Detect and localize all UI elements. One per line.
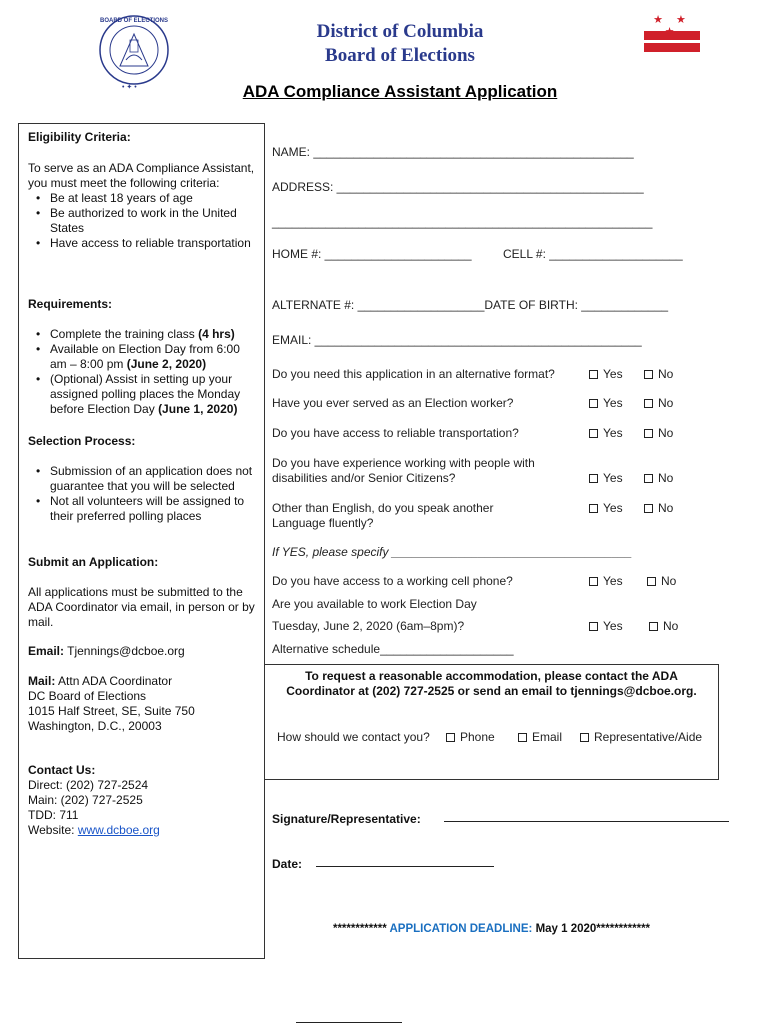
q6-yes[interactable]: Yes: [589, 574, 623, 588]
contact-email-option[interactable]: Email: [518, 730, 562, 744]
list-item: • (Optional) Assist in setting up your assigned polling places the Monday before Election Day (June 1, 2020): [28, 372, 256, 417]
question-election-day-a: Are you available to work Election Day: [272, 597, 477, 611]
website-link[interactable]: www.dcboe.org: [77, 823, 160, 837]
signature-label: Signature/Representative:: [272, 812, 421, 826]
alternate-dob-field[interactable]: ALTERNATE #: ___________________DATE OF BIRTH: _____________: [272, 298, 669, 312]
q5-yes[interactable]: Yes: [589, 501, 623, 515]
left-info-panel: [18, 123, 265, 959]
question-disabilities-experience: Do you have experience working with people with disabilities and/or Senior Citizens?: [272, 456, 535, 485]
submit-text: All applications must be submitted to the ADA Coordinator via email, in person or by mail.: [28, 585, 255, 629]
address-line-2-field[interactable]: _________________________________________________________: [272, 215, 653, 229]
cell-phone-field[interactable]: CELL #: ____________________: [503, 247, 683, 261]
checkbox-icon: [644, 474, 653, 483]
checkbox-icon: [647, 577, 656, 586]
list-item: • Be authorized to work in the United States: [28, 206, 256, 236]
selection-list: [28, 464, 256, 524]
checkbox-icon: [589, 370, 598, 379]
list-item: • Be at least 18 years of age: [28, 191, 256, 206]
alternative-schedule-field[interactable]: Alternative schedule____________________: [272, 642, 514, 656]
q2-yes[interactable]: Yes: [589, 396, 623, 410]
question-transportation: Do you have access to reliable transportation?: [272, 426, 519, 440]
footer-rule: [296, 1022, 402, 1023]
flag-stars: ★ ★ ★: [653, 14, 691, 38]
checkbox-icon: [589, 474, 598, 483]
checkbox-icon: [446, 733, 455, 742]
eligibility-heading: Eligibility Criteria:: [28, 130, 131, 144]
checkbox-icon: [589, 577, 598, 586]
language-specify-field[interactable]: If YES, please specify ____________________________________: [272, 545, 633, 559]
checkbox-icon: [644, 504, 653, 513]
q1-no[interactable]: No: [644, 367, 673, 381]
accommodation-box: [264, 664, 719, 780]
submit-heading: Submit an Application:: [28, 555, 159, 569]
checkbox-icon: [589, 504, 598, 513]
email-field[interactable]: EMAIL: _________________________________________________: [272, 333, 642, 347]
list-item: • Submission of an application does not guarantee that you will be selected: [28, 464, 256, 494]
checkbox-icon: [518, 733, 527, 742]
checkbox-icon: [644, 399, 653, 408]
q4-no[interactable]: No: [644, 471, 673, 485]
contact-tdd: TDD: 711: [28, 808, 79, 822]
mail-line: DC Board of Elections: [28, 689, 147, 703]
q5-no[interactable]: No: [644, 501, 673, 515]
question-languages: Other than English, do you speak another Language fluently?: [272, 501, 494, 530]
dc-flag: [644, 14, 700, 54]
document-title: ADA Compliance Assistant Application: [242, 82, 558, 101]
contact-heading: Contact Us:: [28, 763, 96, 777]
contact-representative-option[interactable]: Representative/Aide: [580, 730, 702, 744]
q3-yes[interactable]: Yes: [589, 426, 623, 440]
q4-yes[interactable]: Yes: [589, 471, 623, 485]
date-label: Date:: [272, 857, 303, 871]
q7-yes[interactable]: Yes: [589, 619, 623, 633]
address-field[interactable]: ADDRESS: ______________________________________________: [272, 180, 644, 194]
question-election-day-b: Tuesday, June 2, 2020 (6am–8pm)?: [272, 619, 465, 633]
board-of-elections-seal: [96, 10, 172, 92]
seal-text: BOARD OF ELECTIONS: [99, 18, 169, 24]
q6-no[interactable]: No: [647, 574, 676, 588]
name-field[interactable]: NAME: ________________________________________________: [272, 145, 634, 159]
checkbox-icon: [589, 622, 598, 631]
question-election-worker: Have you ever served as an Election worker?: [272, 396, 514, 410]
mail-line: 1015 Half Street, SE, Suite 750: [28, 704, 195, 718]
checkbox-icon: [644, 370, 653, 379]
question-alt-format: Do you need this application in an alternative format?: [272, 367, 555, 381]
date-line[interactable]: [316, 866, 494, 867]
email-contact: Email: Tjennings@dcboe.org: [28, 644, 185, 658]
svg-text:• ✦ •: • ✦ •: [122, 84, 137, 91]
requirements-heading: Requirements:: [28, 297, 113, 311]
list-item: • Complete the training class (4 hrs): [28, 327, 256, 342]
contact-method-question: How should we contact you?: [277, 730, 430, 744]
q1-yes[interactable]: Yes: [589, 367, 623, 381]
eligibility-list: [28, 191, 256, 251]
signature-line[interactable]: [444, 821, 729, 822]
contact-main: Main: (202) 727-2525: [28, 793, 143, 807]
mail-contact: Mail: Attn ADA Coordinator: [28, 674, 173, 688]
checkbox-icon: [580, 733, 589, 742]
mail-line: Washington, D.C., 20003: [28, 719, 162, 733]
header-line-1: District of Columbia: [316, 21, 484, 42]
requirements-list: [28, 327, 256, 417]
header-line-2: Board of Elections: [325, 45, 475, 66]
website: Website: www.dcboe.org: [28, 823, 160, 837]
q3-no[interactable]: No: [644, 426, 673, 440]
checkbox-icon: [589, 429, 598, 438]
list-item: • Available on Election Day from 6:00 am – 8:00 pm (June 2, 2020): [28, 342, 256, 372]
checkbox-icon: [649, 622, 658, 631]
q2-no[interactable]: No: [644, 396, 673, 410]
q7-no[interactable]: No: [649, 619, 678, 633]
home-phone-field[interactable]: HOME #: ______________________: [272, 247, 472, 261]
list-item: • Have access to reliable transportation: [28, 236, 256, 251]
application-deadline: ************ APPLICATION DEADLINE: May 1 2020************: [332, 923, 651, 935]
checkbox-icon: [644, 429, 653, 438]
question-cell-phone: Do you have access to a working cell phone?: [272, 574, 513, 588]
accommodation-text: To request a reasonable accommodation, please contact the ADA Coordinator at (202) 727-2525 or send an email to tjennings@dcboe.org.: [286, 669, 697, 698]
checkbox-icon: [589, 399, 598, 408]
list-item: • Not all volunteers will be assigned to their preferred polling places: [28, 494, 256, 524]
eligibility-intro: To serve as an ADA Compliance Assistant, you must meet the following criteria:: [28, 161, 255, 190]
contact-phone-option[interactable]: Phone: [446, 730, 495, 744]
selection-heading: Selection Process:: [28, 434, 136, 448]
contact-direct: Direct: (202) 727-2524: [28, 778, 149, 792]
